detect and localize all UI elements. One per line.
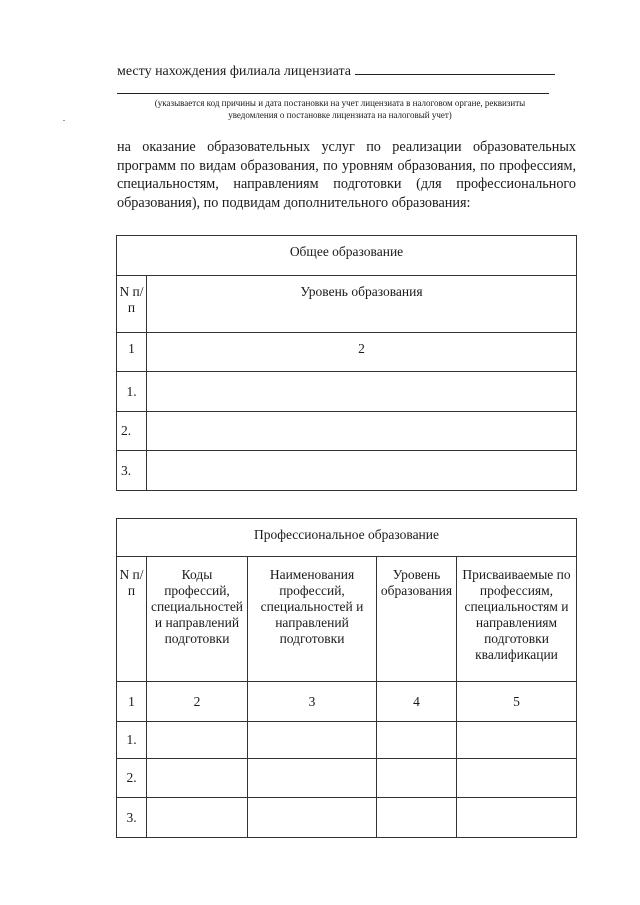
general-education-title: Общее образование — [117, 236, 577, 276]
general-row-cell[interactable] — [147, 451, 577, 491]
prof-row-cell[interactable] — [248, 759, 377, 798]
prof-row-cell[interactable] — [377, 722, 457, 759]
license-scope-paragraph: на оказание образовательных услуг по реализации образовательных программ по видам образования, по уровням образования, по профессиям, специальностям, направлениям подготовки (для профессионального образования), по подвидам дополнительного образования: — [117, 139, 576, 211]
prof-col-names: Наименования профессий, специальностей и направлений подготовки — [248, 557, 377, 682]
general-row-cell[interactable] — [147, 412, 577, 451]
branch-location-line — [117, 62, 555, 80]
prof-col-level: Уровень образования — [377, 557, 457, 682]
prof-index-cell: 5 — [457, 682, 577, 722]
general-education-table — [116, 235, 577, 491]
prof-row-cell[interactable] — [147, 722, 248, 759]
general-col-level: Уровень образования — [147, 276, 577, 333]
general-row-number: 1. — [117, 372, 147, 412]
prof-row-cell[interactable] — [457, 722, 577, 759]
registration-note-line1: (указывается код причины и дата постановки на учет лицензиата в налоговом органе, реквизиты — [154, 98, 526, 108]
registration-blank-line — [117, 93, 549, 94]
general-index-cell: 2 — [147, 333, 577, 372]
registration-note — [117, 97, 563, 121]
general-row-cell[interactable] — [147, 372, 577, 412]
prof-row-number: 3. — [117, 798, 147, 838]
prof-index-cell: 3 — [248, 682, 377, 722]
prof-row-number: 1. — [117, 722, 147, 759]
prof-row-cell[interactable] — [147, 759, 248, 798]
prof-row-cell[interactable] — [248, 722, 377, 759]
prof-col-qualifications: Присваиваемые по профессиям, специальностям и направлениям подготовки квалификации — [457, 557, 577, 682]
branch-location-blank — [355, 62, 555, 75]
general-row-number: 3. — [117, 451, 147, 491]
prof-index-cell: 2 — [147, 682, 248, 722]
professional-education-table — [116, 518, 577, 838]
prof-row-cell[interactable] — [147, 798, 248, 838]
professional-education-title: Профессиональное образование — [117, 519, 577, 557]
prof-row-cell[interactable] — [457, 759, 577, 798]
prof-index-cell: 1 — [117, 682, 147, 722]
scan-speck — [63, 120, 65, 121]
prof-row-cell[interactable] — [377, 759, 457, 798]
branch-location-label: месту нахождения филиала лицензиата — [117, 64, 351, 79]
general-row-number: 2. — [117, 412, 147, 451]
prof-col-number: N п/п — [117, 557, 147, 682]
prof-row-cell[interactable] — [457, 798, 577, 838]
prof-index-cell: 4 — [377, 682, 457, 722]
registration-note-line2: уведомления о постановке лицензиата на налоговый учет) — [228, 110, 452, 120]
prof-row-cell[interactable] — [377, 798, 457, 838]
general-col-number: N п/п — [117, 276, 147, 333]
prof-row-number: 2. — [117, 759, 147, 798]
general-index-cell: 1 — [117, 333, 147, 372]
prof-row-cell[interactable] — [248, 798, 377, 838]
prof-col-codes: Коды профессий, специальностей и направлений подготовки — [147, 557, 248, 682]
